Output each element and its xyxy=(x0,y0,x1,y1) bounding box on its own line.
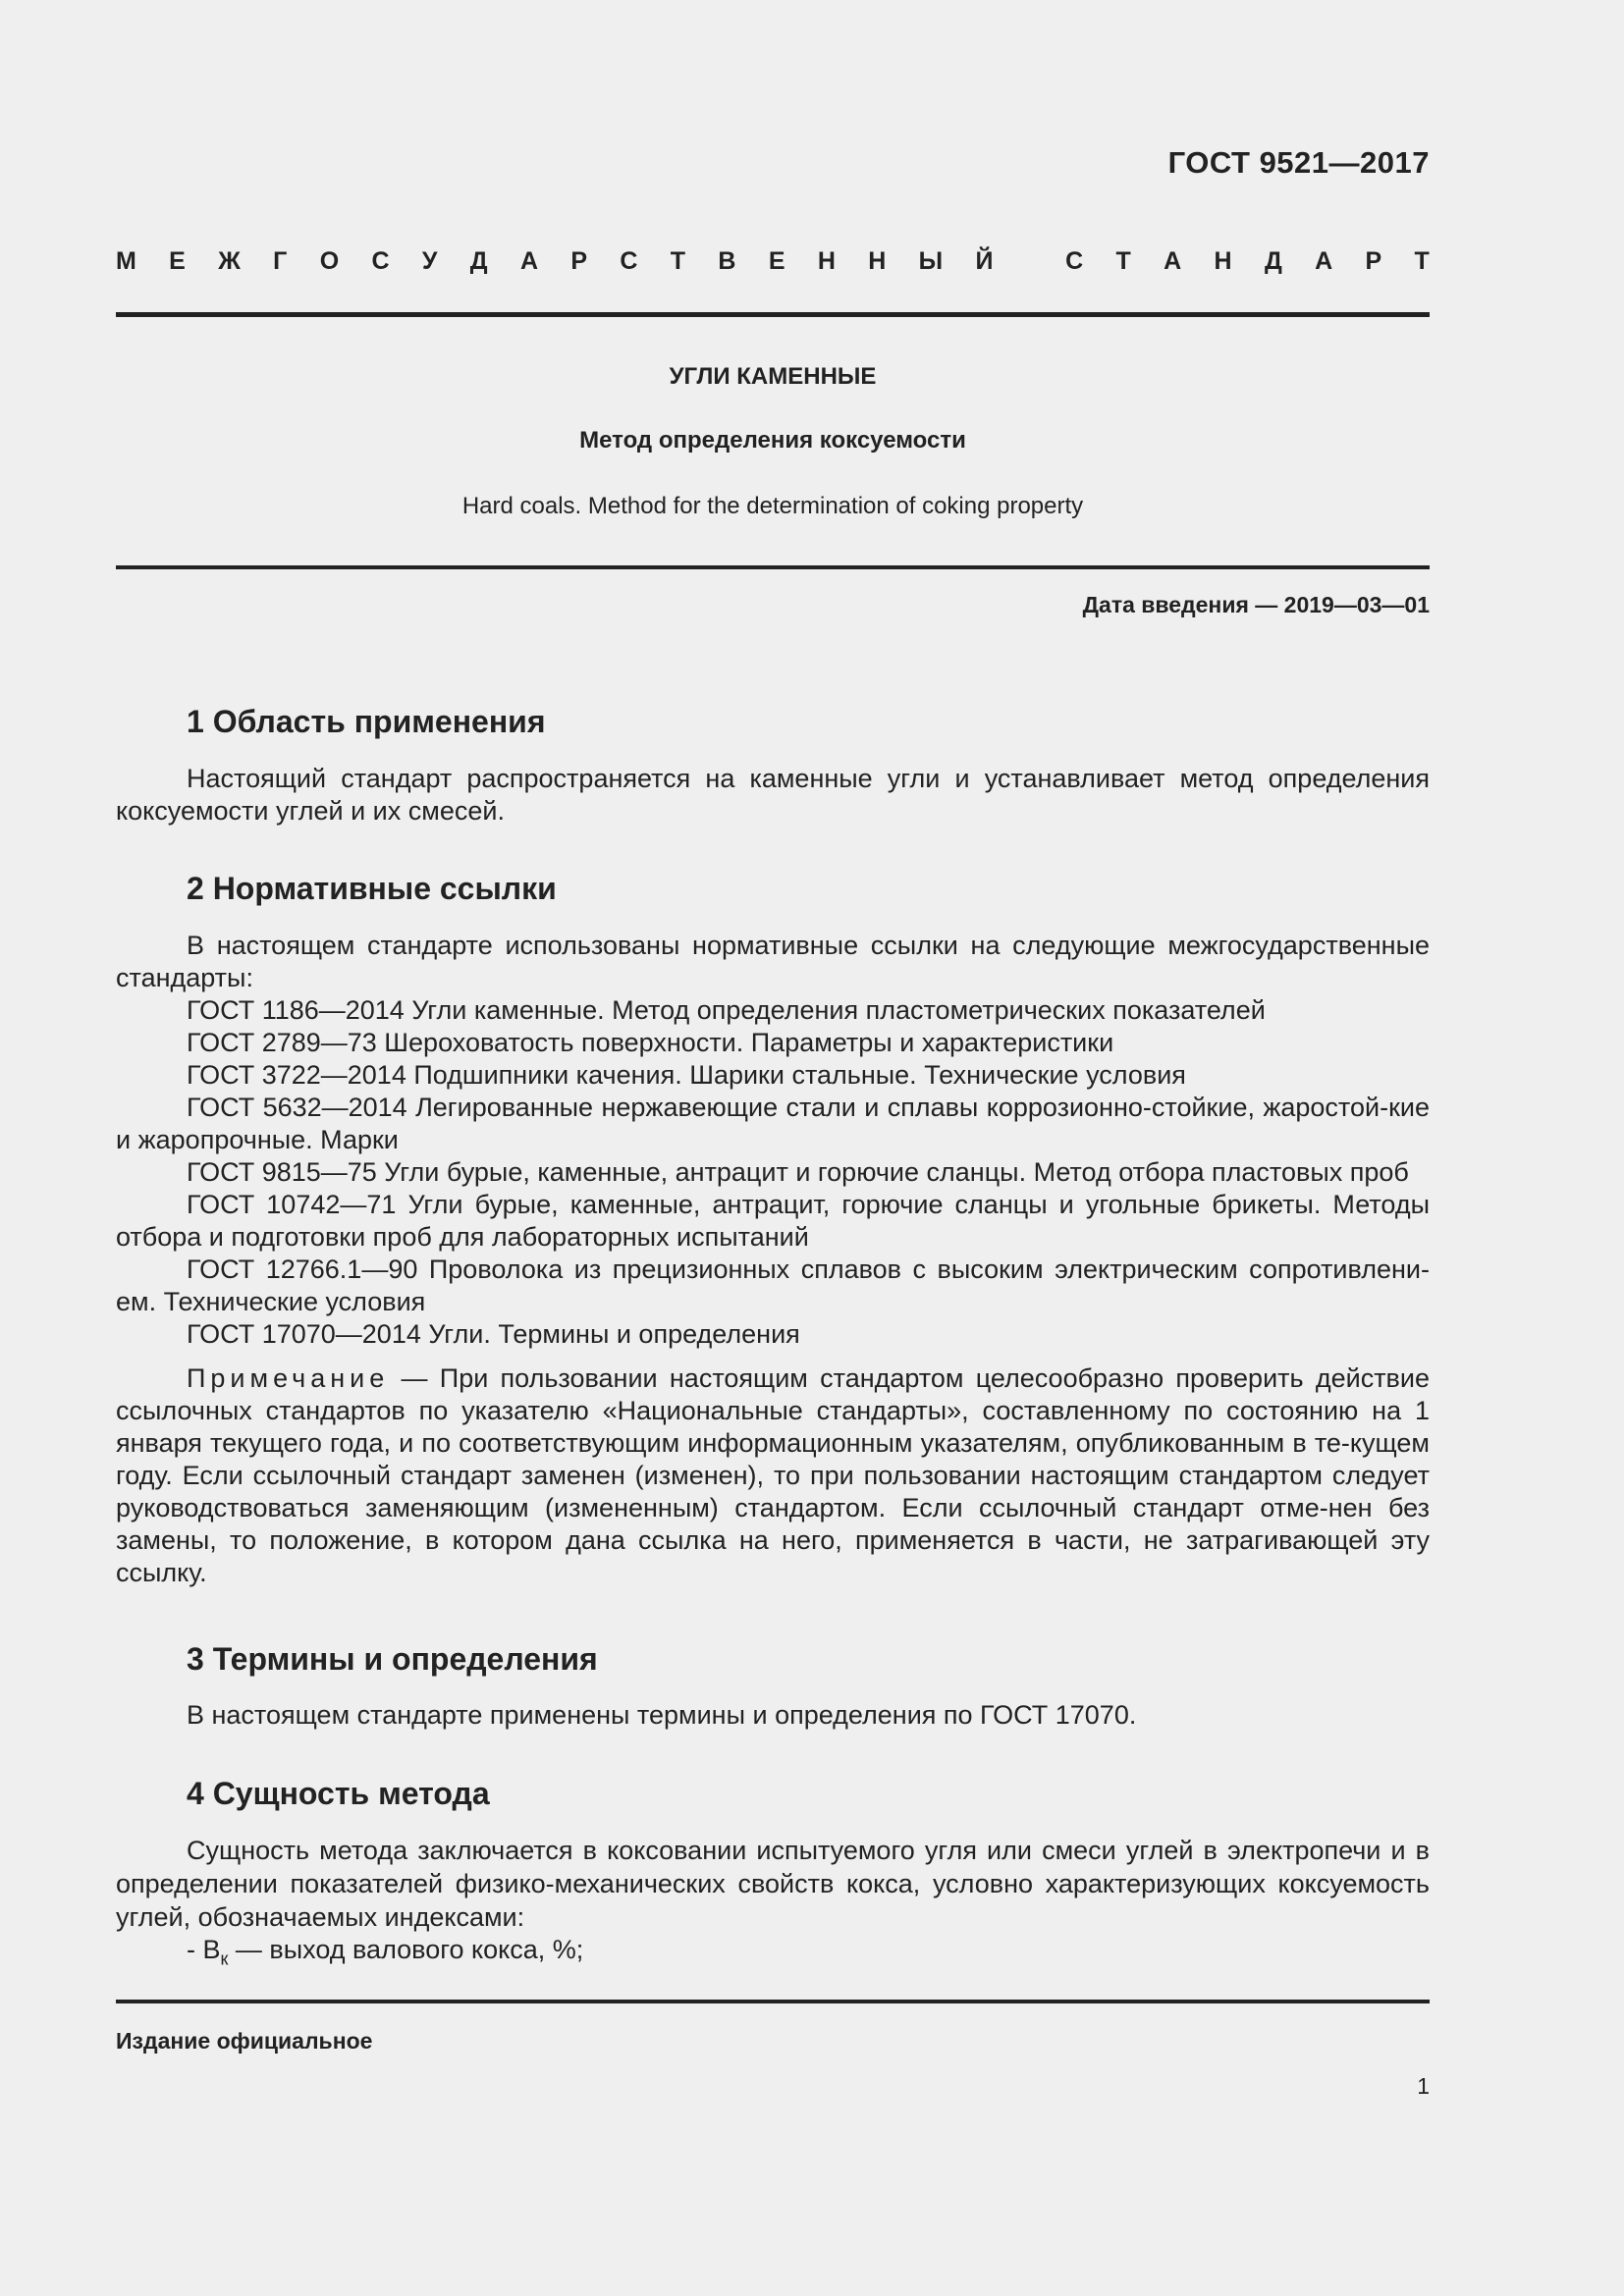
banner-letter: У xyxy=(421,247,438,275)
banner-gap xyxy=(1026,247,1033,276)
section-4-body xyxy=(116,1834,1430,1975)
bullet-text: — выход валового кокса, %; xyxy=(228,1935,584,1964)
banner-letter: В xyxy=(718,247,736,275)
reference-item: ГОСТ 10742—71 Угли бурые, каменные, антрацит, горючие сланцы и угольные брикеты. Методы отбора и подготовки проб для лабораторных испытаний xyxy=(116,1190,1430,1252)
banner-letter: Т xyxy=(1414,247,1430,275)
reference-item: ГОСТ 2789—73 Шероховатость поверхности. Параметры и характеристики xyxy=(187,1028,1114,1057)
list-item xyxy=(116,1934,1430,1975)
section-2-body xyxy=(116,930,1430,1589)
section-1-heading: 1 Область применения xyxy=(187,704,546,739)
banner-letter: С xyxy=(620,247,638,275)
banner-letter: М xyxy=(116,247,136,275)
note-text: — При пользовании настоящим стандартом целесообразно проверить действие ссылочных стандартов по указателю «Национальные стандарты», составленному по состоянию на 1 января текущего года, и по соответствующим информационным указателям, опубликованным в те-кущем году. Если ссылочный стандарт заменен (изменен), то при пользовании настоящим стандартом следует руководствоваться заменяющим (измененным) стандартом. Если ссылочный стандарт отме-нен без замены, то положение, в котором дана ссылка на него, применяется в части, не затрагивающей эту ссылку. xyxy=(116,1363,1430,1587)
banner-letter: Ы xyxy=(918,247,944,275)
reference-item: ГОСТ 3722—2014 Подшипники качения. Шарики стальные. Технические условия xyxy=(187,1060,1186,1090)
section-2-heading: 2 Нормативные ссылки xyxy=(187,871,557,906)
document-english-title: Hard coals. Method for the determination of coking property xyxy=(461,493,1084,519)
banner-letter: Е xyxy=(169,247,186,275)
document-title: УГЛИ КАМЕННЫЕ xyxy=(669,363,877,390)
note-label: Примечание xyxy=(187,1363,390,1393)
section-4-text: Сущность метода заключается в коксовании испытуемого угля или смеси углей в электропечи и в определении показателей физико-механических свойств кокса, условно характеризующих коксуемость углей, обозначаемых индексами: xyxy=(116,1836,1430,1932)
banner-letter: А xyxy=(1315,247,1333,275)
banner-letter: Н xyxy=(868,247,887,275)
document-subtitle: Метод определения коксуемости xyxy=(579,427,966,454)
banner-letter: А xyxy=(1164,247,1182,275)
introduction-date: Дата введения — 2019—03—01 xyxy=(1082,592,1430,617)
banner-letter: Г xyxy=(273,247,288,275)
banner-letter: Т xyxy=(1115,247,1131,275)
banner-letter: Ж xyxy=(218,247,241,275)
banner-letter: Р xyxy=(570,247,588,275)
banner-letter: А xyxy=(519,247,539,275)
banner-letter: Е xyxy=(768,247,785,275)
document-id: ГОСТ 9521—2017 xyxy=(1167,145,1430,180)
bullet-subscript: к xyxy=(220,1949,229,1969)
banner-letter: Д xyxy=(469,247,488,275)
title-divider xyxy=(116,565,1430,569)
banner-letter: Т xyxy=(670,247,686,275)
section-1-body xyxy=(116,763,1430,828)
banner-letter: Н xyxy=(1214,247,1232,275)
banner-letter: Д xyxy=(1264,247,1282,275)
section-2-note xyxy=(116,1362,1430,1589)
banner-letter: С xyxy=(371,247,390,275)
section-3-text: В настоящем стандарте применены термины и определения по ГОСТ 17070. xyxy=(187,1700,1137,1730)
section-1-text: Настоящий стандарт распространяется на каменные угли и устанавливает метод определения коксуемости углей и их смесей. xyxy=(116,764,1430,826)
section-2-intro: В настоящем стандарте использованы нормативные ссылки на следующие межгосударственные стандарты: xyxy=(116,931,1430,992)
banner-letter: С xyxy=(1065,247,1084,275)
banner-letter: Р xyxy=(1365,247,1382,275)
section-3-heading: 3 Термины и определения xyxy=(187,1641,598,1677)
reference-item: ГОСТ 1186—2014 Угли каменные. Метод определения пластометрических показателей xyxy=(187,995,1266,1025)
section-4-heading: 4 Сущность метода xyxy=(187,1776,490,1811)
banner-letter: О xyxy=(319,247,340,275)
bullet-symbol: - В xyxy=(187,1935,221,1964)
reference-item: ГОСТ 17070—2014 Угли. Термины и определения xyxy=(187,1319,800,1349)
banner-letter: Н xyxy=(817,247,836,275)
standard-banner xyxy=(116,247,1430,276)
official-edition-label: Издание официальное xyxy=(116,2028,373,2054)
banner-letter: Й xyxy=(975,247,994,275)
reference-item: ГОСТ 12766.1—90 Проволока из прецизионных сплавов с высоким электрическим сопротивлени-ем. Технические условия xyxy=(116,1255,1430,1316)
header-divider xyxy=(116,312,1430,317)
reference-item: ГОСТ 5632—2014 Легированные нержавеющие стали и сплавы коррозионно-стойкие, жаростой-кие и жаропрочные. Марки xyxy=(116,1093,1430,1154)
page-number: 1 xyxy=(1417,2073,1430,2099)
footer-divider xyxy=(116,2000,1430,2003)
section-3-body xyxy=(116,1699,1430,1732)
reference-item: ГОСТ 9815—75 Угли бурые, каменные, антрацит и горючие сланцы. Метод отбора пластовых проб xyxy=(187,1157,1409,1187)
